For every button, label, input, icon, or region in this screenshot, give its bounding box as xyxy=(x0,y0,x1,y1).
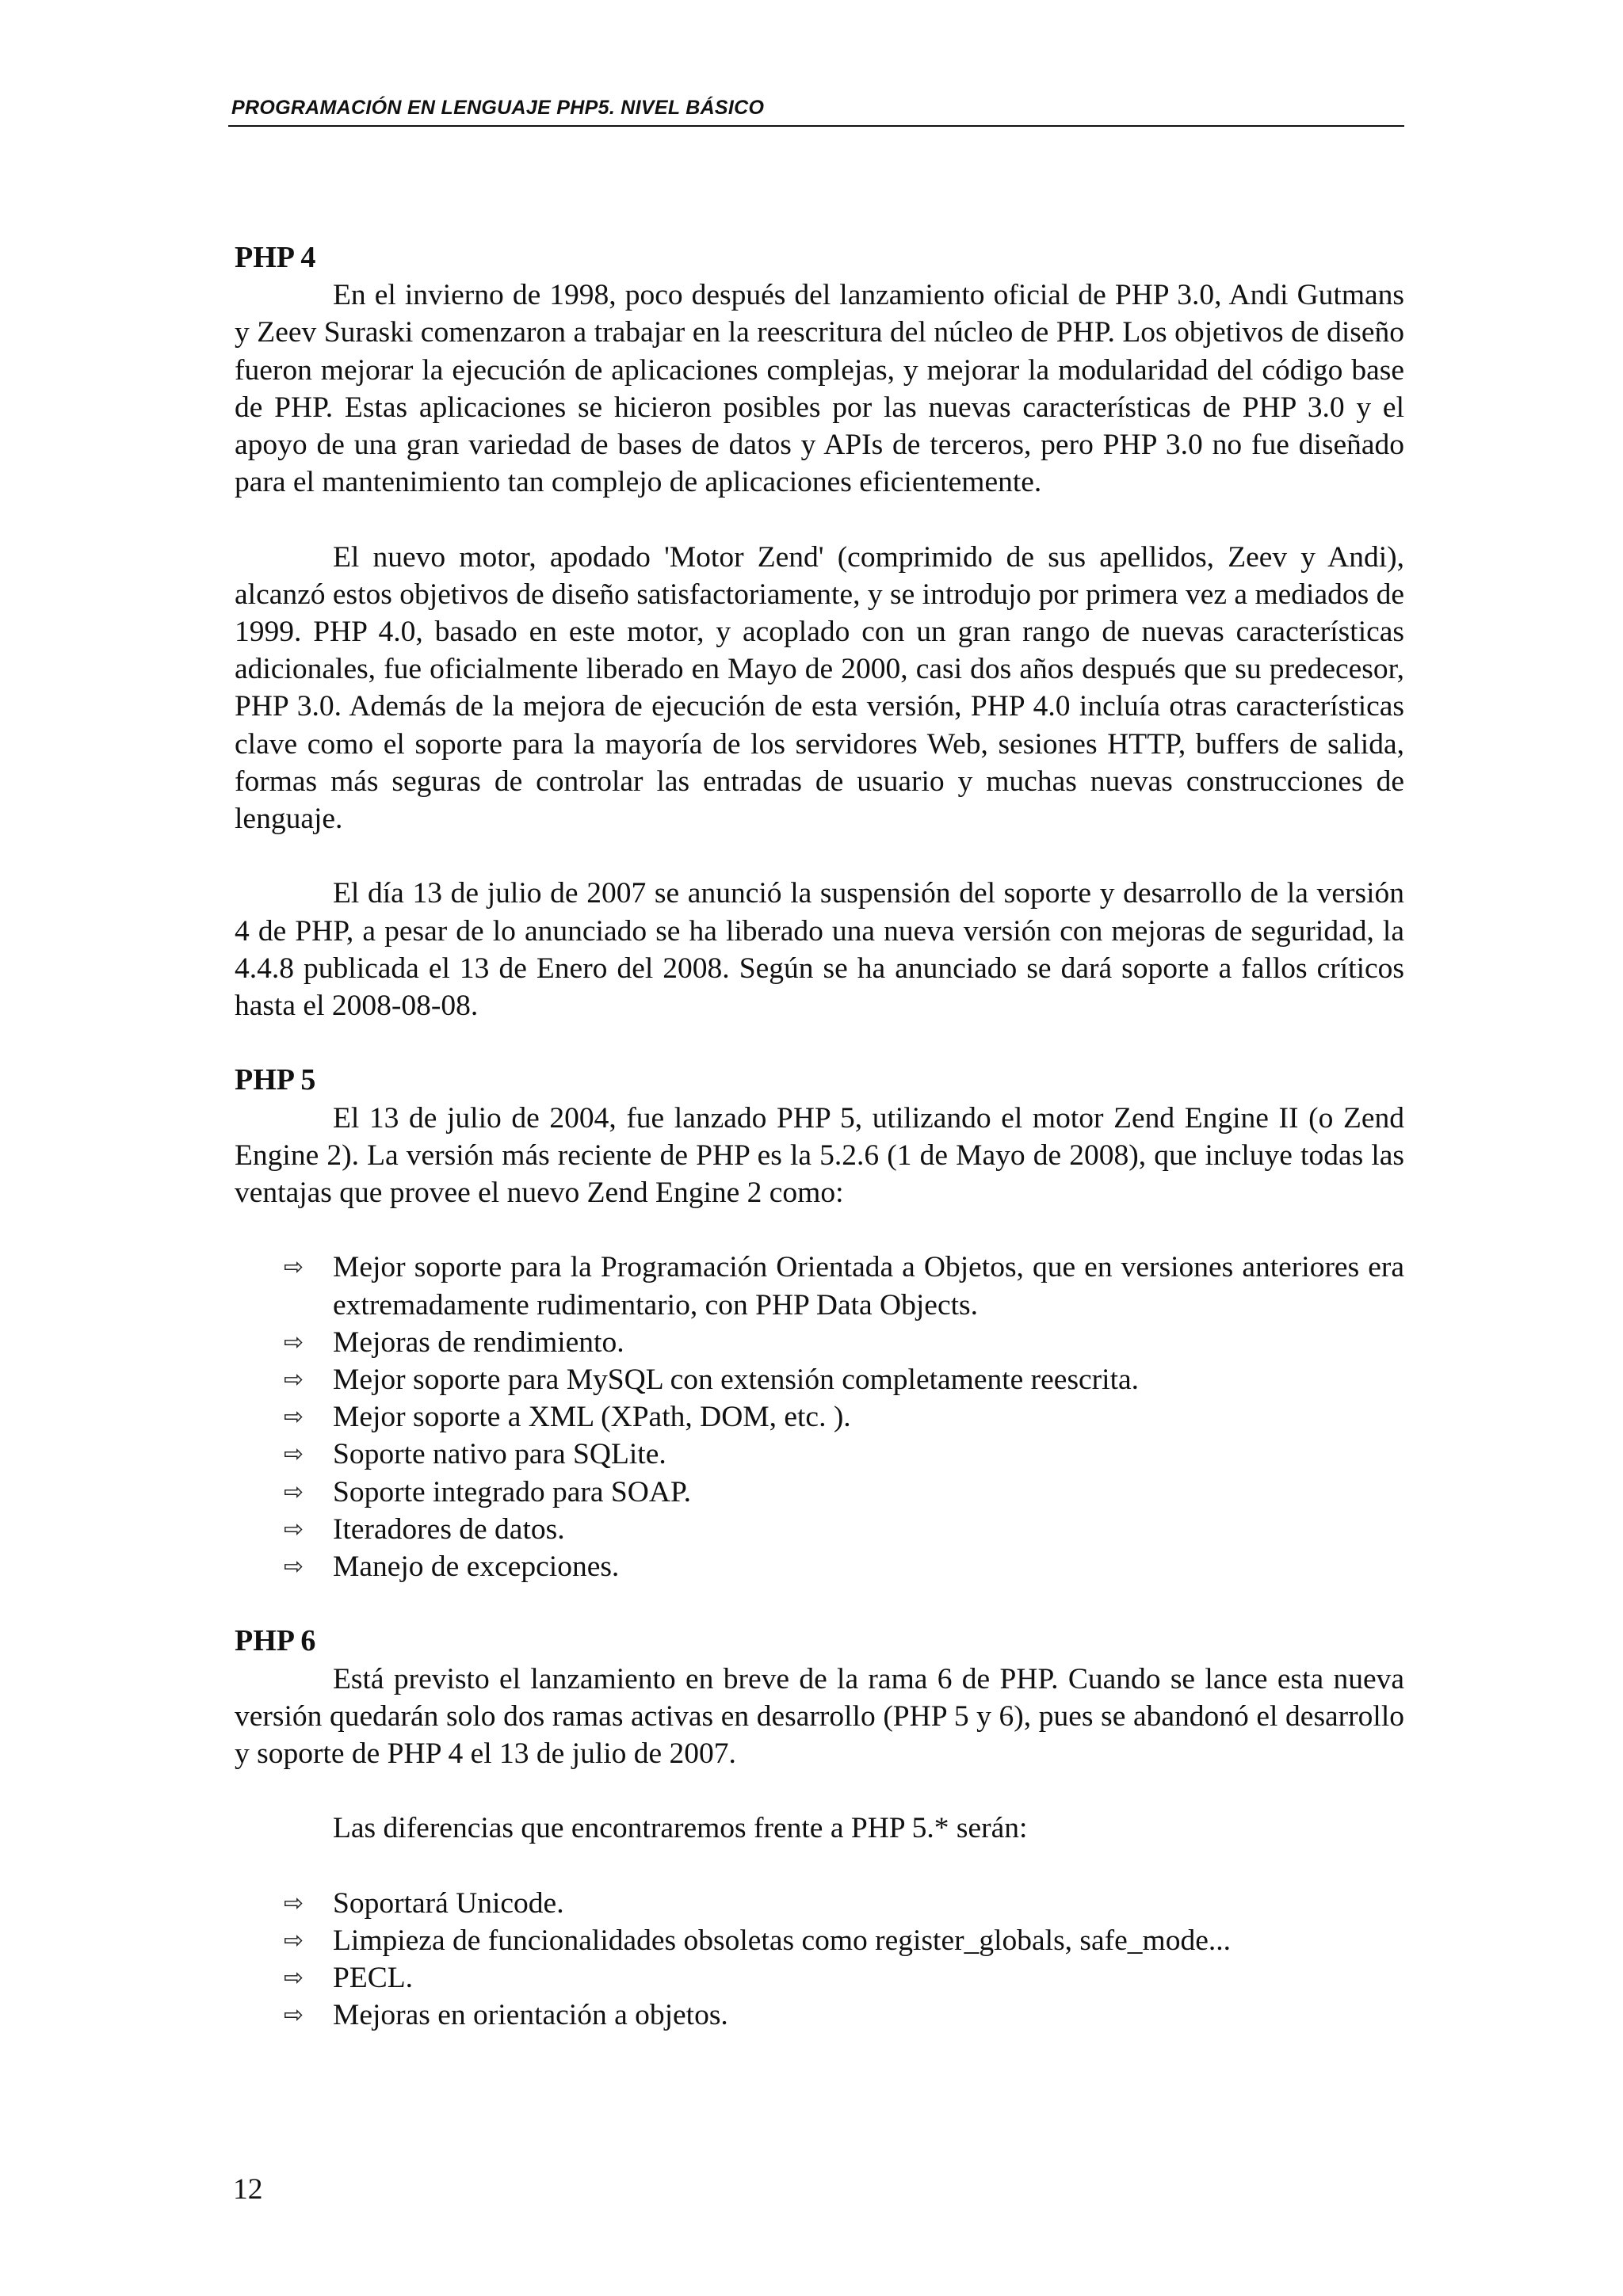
list-item-text: Mejoras en orientación a objetos. xyxy=(333,1999,728,2032)
paragraph: Las diferencias que encontraremos frente a PHP 5.* serán: xyxy=(333,1812,1028,1845)
list-item xyxy=(284,1997,1404,2034)
bullet-list-php6 xyxy=(235,1885,1404,2035)
bullet-list-php5 xyxy=(235,1249,1404,1585)
list-item-text: Mejor soporte para MySQL con extensión completamente reescrita. xyxy=(333,1363,1140,1397)
list-item xyxy=(284,1436,1404,1473)
list-item-text: Limpieza de funcionalidades obsoletas como register_globals, safe_mode... xyxy=(333,1924,1231,1958)
list-item xyxy=(284,1885,1404,1922)
paragraph: Está previsto el lanzamiento en breve de la rama 6 de PHP. Cuando se lance esta nueva versión quedarán solo dos ramas activas en desarrollo (PHP 5 y 6), pues se abandonó el desarrollo y soporte de PHP 4 el 13 de julio de 2007. xyxy=(235,1662,1404,1771)
arrow-right-outline-icon: ⇨ xyxy=(284,1440,304,1469)
arrow-right-outline-icon: ⇨ xyxy=(284,1927,304,1955)
paragraph: El 13 de julio de 2004, fue lanzado PHP 5, utilizando el motor Zend Engine II (o Zend Engine 2). La versión más reciente de PHP es la 5.2.6 (1 de Mayo de 2008), que incluye todas las ventajas que provee el nuevo Zend Engine 2 como: xyxy=(235,1101,1404,1210)
list-item xyxy=(284,1511,1404,1548)
header-divider xyxy=(228,125,1404,127)
list-item xyxy=(284,1548,1404,1585)
paragraph: El día 13 de julio de 2007 se anunció la suspensión del soporte y desarrollo de la versión 4 de PHP, a pesar de lo anunciado se ha liberado una nueva versión con mejoras de seguridad, la 4.4.8 publicada el 13 de Enero del 2008. Según se ha anunciado se dará soporte a fallos críticos hasta el 2008-08-08. xyxy=(235,877,1404,1023)
arrow-right-outline-icon: ⇨ xyxy=(284,1964,304,1993)
arrow-right-outline-icon: ⇨ xyxy=(284,1253,304,1282)
arrow-right-outline-icon: ⇨ xyxy=(284,1328,304,1356)
list-item xyxy=(284,1398,1404,1436)
list-item xyxy=(284,1922,1404,1959)
list-item-text: Soportará Unicode. xyxy=(333,1886,564,1920)
list-item xyxy=(284,1249,1404,1323)
list-item-text: Soporte nativo para SQLite. xyxy=(333,1438,666,1471)
list-item-text: Soporte integrado para SOAP. xyxy=(333,1475,692,1508)
section-heading-php6: PHP 6 xyxy=(235,1624,316,1658)
paragraph-gap xyxy=(235,1848,1404,1885)
section-heading-php4: PHP 4 xyxy=(235,241,316,274)
list-item-text: Mejor soporte para la Programación Orientada a Objetos, que en versiones anteriores era extremadamente rudimentario, con PHP Data Objects. xyxy=(333,1251,1404,1322)
page-number: 12 xyxy=(233,2173,263,2206)
paragraph-gap xyxy=(235,1211,1404,1249)
running-header: PROGRAMACIÓN EN LENGUAJE PHP5. NIVEL BÁSICO xyxy=(231,97,765,119)
list-item-text: Mejor soporte a XML (XPath, DOM, etc. ). xyxy=(333,1401,851,1434)
paragraph: En el invierno de 1998, poco después del lanzamiento oficial de PHP 3.0, Andi Gutmans y Zeev Suraski comenzaron a trabajar en la reescritura del núcleo de PHP. Los objetivos de diseño fueron mejorar la ejecución de aplicaciones complejas, y mejorar la modularidad del código base de PHP. Estas aplicaciones se hicieron posibles por las nuevas características de PHP 3.0 y el apoyo de una gran variedad de bases de datos y APIs de terceros, pero PHP 3.0 no fue diseñado para el mantenimiento tan complejo de aplicaciones eficientemente. xyxy=(235,279,1404,499)
page-content xyxy=(235,239,1404,2035)
paragraph-gap xyxy=(235,501,1404,538)
list-item-text: Mejoras de rendimiento. xyxy=(333,1325,624,1359)
list-item-text: PECL. xyxy=(333,1962,414,1995)
list-item xyxy=(284,1959,1404,1997)
list-item xyxy=(284,1474,1404,1511)
paragraph: El nuevo motor, apodado 'Motor Zend' (comprimido de sus apellidos, Zeev y Andi), alcanzó estos objetivos de diseño satisfactoriamente, y se introdujo por primera vez a mediados de 1999. PHP 4.0, basado en este motor, y acoplado con un gran rango de nuevas características adicionales, fue oficialmente liberado en Mayo de 2000, casi dos años después que su predecesor, PHP 3.0. Además de la mejora de ejecución de esta versión, PHP 4.0 incluía otras características clave como el soporte para la mayoría de los servidores Web, sesiones HTTP, buffers de salida, formas más seguras de controlar las entradas de usuario y muchas nuevas construcciones de lenguaje. xyxy=(235,540,1404,836)
list-item xyxy=(284,1361,1404,1398)
paragraph-gap xyxy=(235,1772,1404,1810)
arrow-right-outline-icon: ⇨ xyxy=(284,1889,304,1917)
arrow-right-outline-icon: ⇨ xyxy=(284,1515,304,1543)
arrow-right-outline-icon: ⇨ xyxy=(284,1553,304,1581)
list-item xyxy=(284,1324,1404,1361)
arrow-right-outline-icon: ⇨ xyxy=(284,2001,304,2030)
list-item-text: Manejo de excepciones. xyxy=(333,1550,620,1584)
arrow-right-outline-icon: ⇨ xyxy=(284,1403,304,1432)
arrow-right-outline-icon: ⇨ xyxy=(284,1366,304,1394)
list-item-text: Iteradores de datos. xyxy=(333,1512,565,1546)
paragraph-gap xyxy=(235,837,1404,875)
arrow-right-outline-icon: ⇨ xyxy=(284,1478,304,1506)
section-heading-php5: PHP 5 xyxy=(235,1063,316,1097)
paragraph-gap xyxy=(235,1585,1404,1623)
paragraph-gap xyxy=(235,1024,1404,1062)
